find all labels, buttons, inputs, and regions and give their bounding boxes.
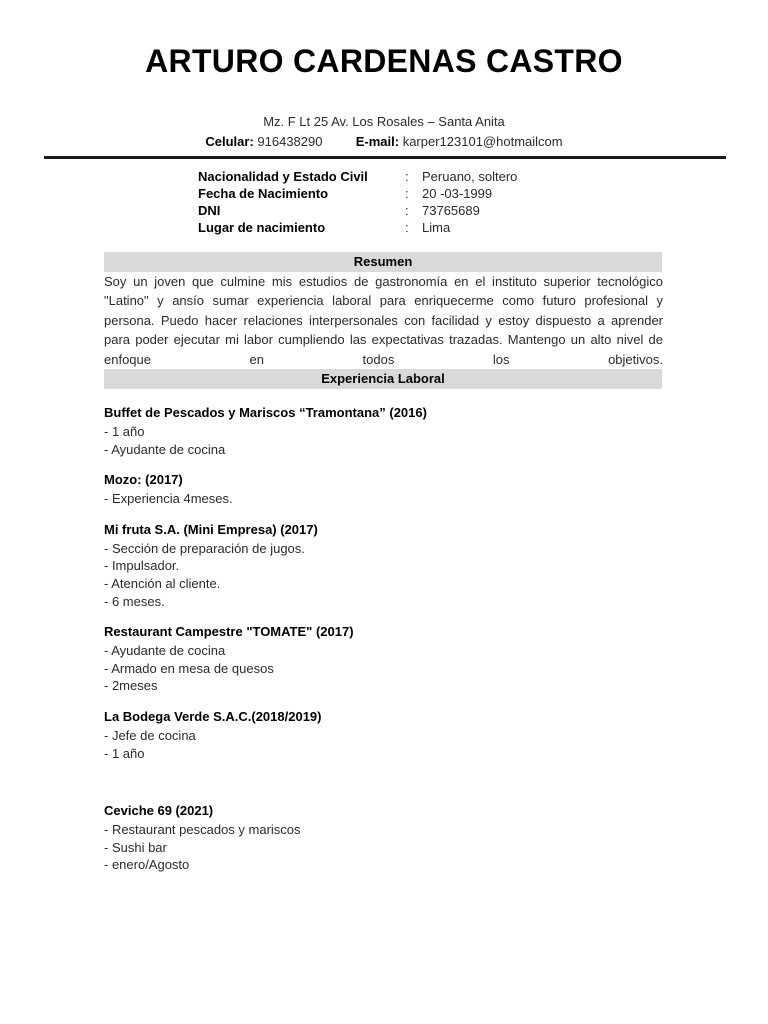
experience-title: La Bodega Verde S.A.C.(2018/2019) <box>104 708 322 724</box>
phone-label: Celular: <box>205 134 254 149</box>
experience-bullet: - Restaurant pescados y mariscos <box>104 822 301 838</box>
experience-bullet: - Sección de preparación de jugos. <box>104 540 305 556</box>
address-line: Mz. F Lt 25 Av. Los Rosales – Santa Anita <box>263 114 505 129</box>
experience-bullet: - Impulsador. <box>104 558 180 574</box>
experience-bullet: - 1 año <box>104 745 145 761</box>
contact-line <box>0 132 768 151</box>
personal-info-table <box>198 168 517 236</box>
personal-info-value: Peruano, soltero <box>422 169 518 184</box>
section-header-experiencia: Experiencia Laboral <box>104 369 662 389</box>
experience-bullet: - 1 año <box>104 424 145 439</box>
section-header-resumen: Resumen <box>104 252 662 272</box>
experience-entry <box>104 521 704 610</box>
experience-entry <box>104 802 704 874</box>
phone-value: 916438290 <box>257 134 323 149</box>
experience-bullet: - Experiencia 4meses. <box>104 491 233 507</box>
experience-entry <box>104 404 704 458</box>
personal-info-label: DNI <box>198 203 221 218</box>
personal-info-row <box>198 185 517 202</box>
personal-info-label: Fecha de Nacimiento <box>198 186 329 201</box>
experience-title: Ceviche 69 (2021) <box>104 803 214 819</box>
personal-info-value: 20 -03-1999 <box>422 186 493 201</box>
experience-bullet: - 2meses <box>104 678 158 694</box>
contact-block <box>0 112 768 151</box>
experience-title: Mozo: (2017) <box>104 472 183 488</box>
personal-info-row <box>198 168 517 185</box>
experience-title: Mi fruta S.A. (Mini Empresa) (2017) <box>104 521 318 537</box>
experience-bullet: - Atención al cliente. <box>104 575 221 591</box>
personal-info-colon: : <box>405 203 409 218</box>
personal-info-label: Lugar de nacimiento <box>198 220 326 235</box>
experience-entry <box>104 623 704 695</box>
email-label: E-mail: <box>355 134 400 149</box>
experience-entry <box>104 471 704 508</box>
personal-info-value: Lima <box>422 220 451 235</box>
header-divider <box>44 156 726 159</box>
experience-title: Buffet de Pescados y Mariscos “Tramontana” (2016) <box>104 405 427 420</box>
experience-bullet: - Ayudante de cocina <box>104 441 226 457</box>
personal-info-row <box>198 202 517 219</box>
personal-info-colon: : <box>405 169 409 184</box>
page-title: ARTURO CARDENAS CASTRO <box>145 43 623 79</box>
experience-entry <box>104 708 704 762</box>
experience-list <box>104 404 704 887</box>
resumen-paragraph: Soy un joven que culmine mis estudios de gastronomía en el instituto superior tecnológico "Latino" y ansío sumar experiencia laboral para enriquecerme como futuro profesional y persona. Puedo hacer relaciones interpersonales con facilidad y estoy dispuesto a aprender para poder ejecutar mi labor cumpliendo las expectativas trazadas. Mantengo un alto nivel de enfoque en todos los objetivos. <box>104 274 663 367</box>
experience-title: Restaurant Campestre "TOMATE" (2017) <box>104 624 354 640</box>
experience-bullet: - Armado en mesa de quesos <box>104 660 274 676</box>
email-value: karper123101@hotmailcom <box>402 134 563 149</box>
personal-info-label: Nacionalidad y Estado Civil <box>198 169 368 184</box>
experience-bullet: - Jefe de cocina <box>104 727 196 743</box>
personal-info-value: 73765689 <box>422 203 480 218</box>
personal-info-colon: : <box>405 186 409 201</box>
personal-info-colon: : <box>405 220 409 235</box>
experience-bullet: - Ayudante de cocina <box>104 643 226 659</box>
personal-info-row <box>198 219 517 236</box>
experience-bullet: - 6 meses. <box>104 593 165 609</box>
experience-bullet: - Sushi bar <box>104 839 167 855</box>
experience-bullet: - enero/Agosto <box>104 857 190 873</box>
